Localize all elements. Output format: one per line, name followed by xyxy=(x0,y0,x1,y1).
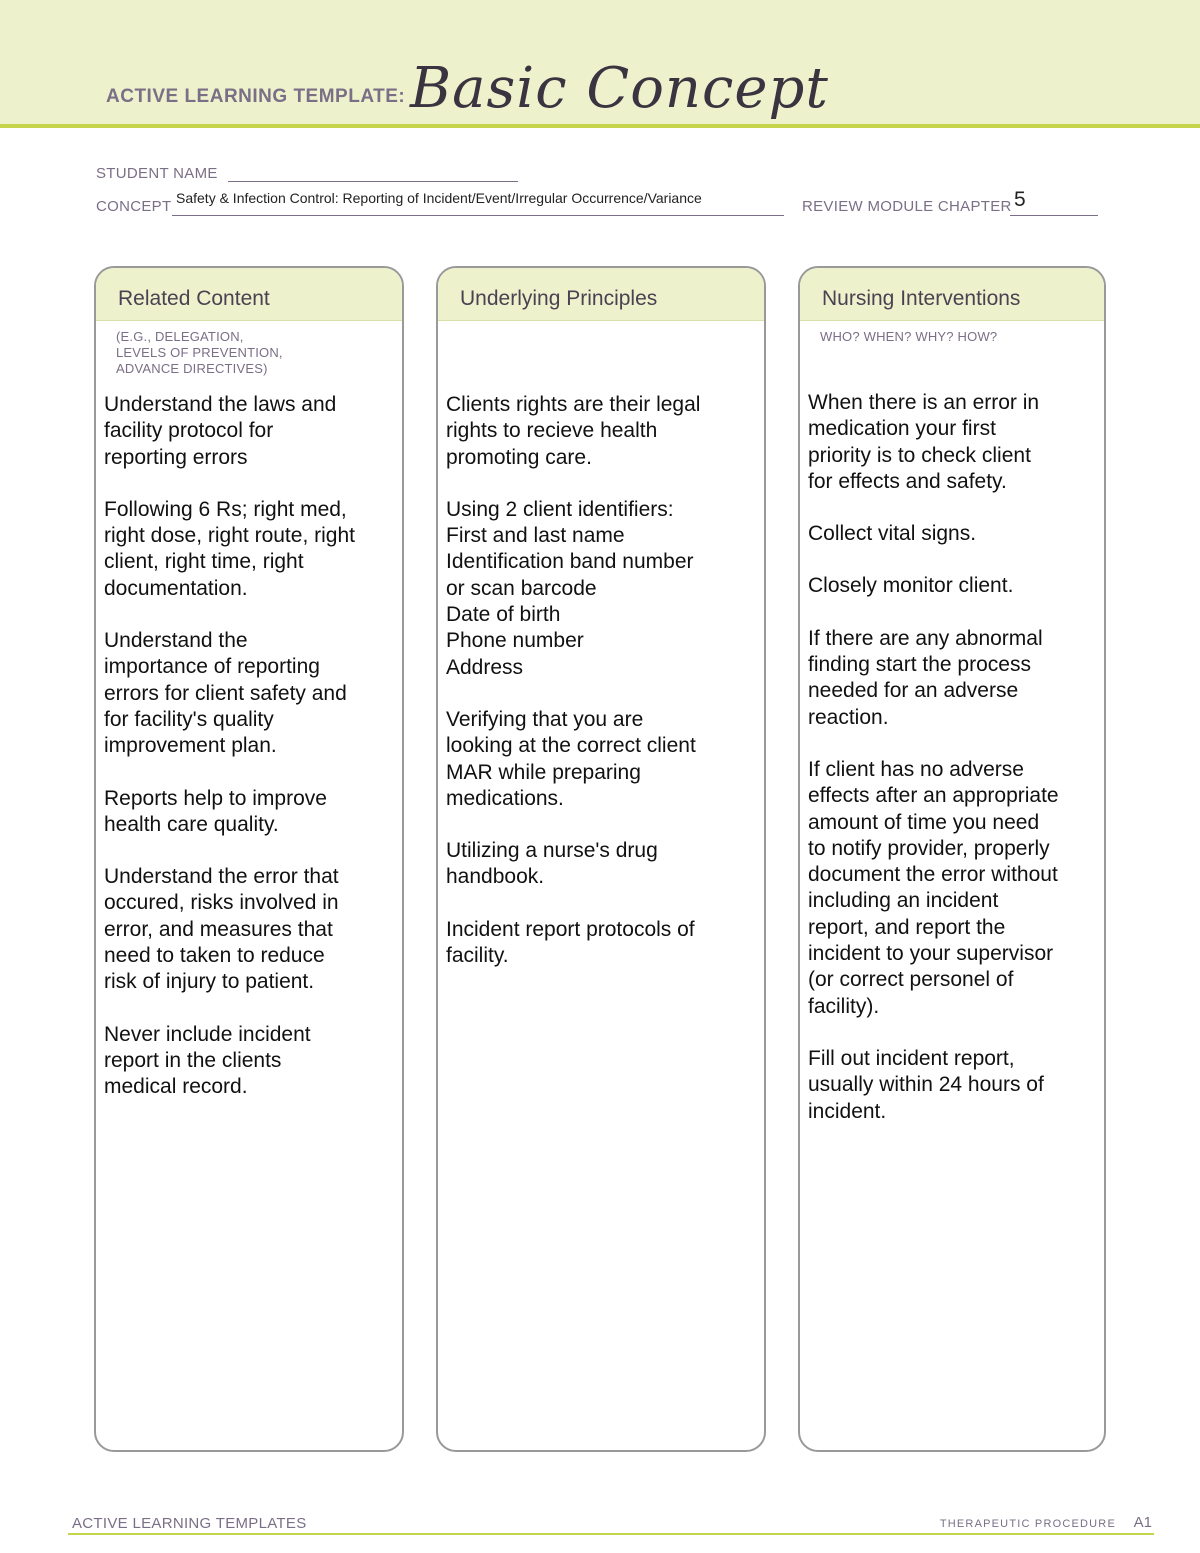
paragraph: When there is an error in medication your first priority is to check client for effects and safety. xyxy=(808,391,1040,493)
chapter-line xyxy=(1010,215,1098,216)
paragraph: Understand the importance of reporting errors for client safety and for facility's quality improvement plan. xyxy=(104,629,347,758)
nursing-interventions-hint: WHO? WHEN? WHY? HOW? xyxy=(820,329,998,344)
paragraph: Fill out incident report, usually within 24 hours of incident. xyxy=(808,1046,1044,1123)
paragraph: If there are any abnormal finding start the process needed for an adverse reaction. xyxy=(808,626,1043,729)
concept-line xyxy=(172,215,784,216)
footer-rule xyxy=(68,1533,1154,1535)
footer-section: THERAPEUTIC PROCEDURE xyxy=(939,1518,1116,1530)
paragraph: Utilizing a nurse's drug handbook. xyxy=(446,839,658,889)
paragraph: Incident report protocols of facility. xyxy=(446,917,695,968)
underlying-principles-box xyxy=(436,266,766,1452)
paragraph: Never include incident report in the clients medical record. xyxy=(104,1022,311,1099)
paragraph: Collect vital signs. xyxy=(808,522,977,546)
paragraph: Closely monitor client. xyxy=(808,574,1014,598)
paragraph: Following 6 Rs; right med, right dose, right route, right client, right time, right documentation. xyxy=(104,497,355,600)
paragraph: Using 2 client identifiers: First and last name Identification band number or scan barcode Date of birth Phone number Address xyxy=(446,497,694,679)
student-name-line xyxy=(228,181,518,182)
underlying-principles-text[interactable] xyxy=(446,392,754,995)
paragraph: Verifying that you are looking at the correct client MAR while preparing medications. xyxy=(446,707,696,810)
footer-page-code: A1 xyxy=(1133,1514,1152,1531)
paragraph: Understand the laws and facility protocol for reporting errors xyxy=(104,393,337,469)
template-label: ACTIVE LEARNING TEMPLATE: xyxy=(106,86,406,107)
paragraph: Clients rights are their legal rights to recieve health promoting care. xyxy=(446,393,701,469)
nursing-interventions-text[interactable] xyxy=(808,390,1094,1151)
paragraph: Reports help to improve health care quality. xyxy=(104,786,327,836)
header-rule xyxy=(0,124,1200,128)
paragraph: Understand the error that occured, risks involved in error, and measures that need to taken to reduce risk of injury to patient. xyxy=(104,865,339,994)
concept-field[interactable]: Safety & Infection Control: Reporting of Incident/Event/Irregular Occurrence/Variance xyxy=(176,190,702,206)
underlying-principles-title: Underlying Principles xyxy=(438,268,764,321)
nursing-interventions-box xyxy=(798,266,1106,1452)
template-title: Basic Concept xyxy=(410,56,829,121)
related-content-text[interactable] xyxy=(104,392,392,1127)
paragraph: If client has no adverse effects after an appropriate amount of time you need to notify provider, properly document the error without including an incident report, and report the incident to your supervisor (or correct personel of facility). xyxy=(808,757,1059,1018)
chapter-field[interactable]: 5 xyxy=(1014,188,1026,211)
related-content-box xyxy=(94,266,404,1452)
related-content-title: Related Content xyxy=(96,268,402,321)
student-name-label: STUDENT NAME xyxy=(96,165,218,182)
chapter-label: REVIEW MODULE CHAPTER xyxy=(802,198,1012,215)
concept-label: CONCEPT xyxy=(96,198,172,215)
related-content-hint: (E.G., DELEGATION, LEVELS OF PREVENTION, ADVANCE DIRECTIVES) xyxy=(116,329,283,376)
nursing-interventions-title: Nursing Interventions xyxy=(800,268,1104,321)
footer-brand: ACTIVE LEARNING TEMPLATES xyxy=(72,1515,307,1532)
